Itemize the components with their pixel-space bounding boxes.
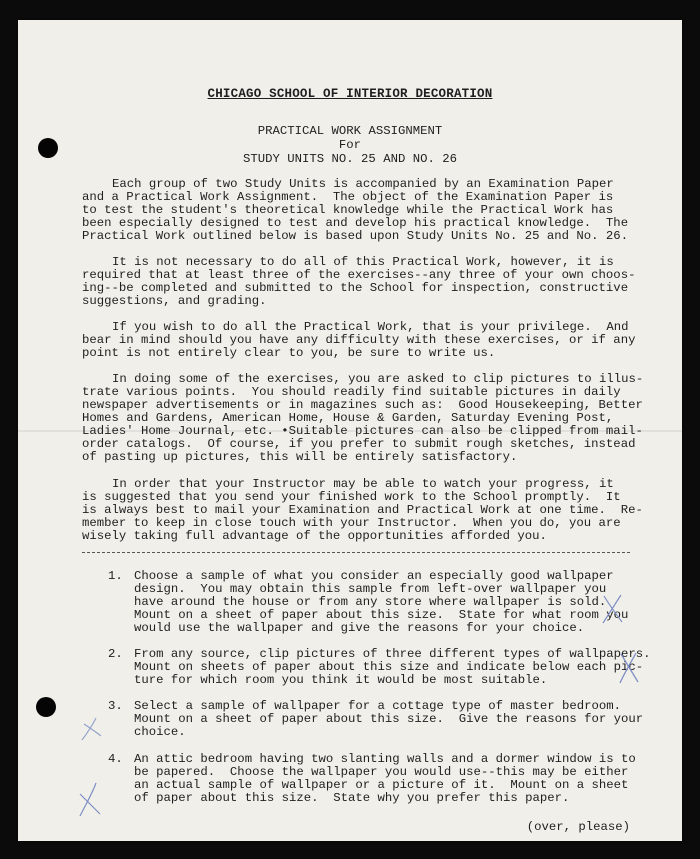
- school-name: CHICAGO SCHOOL OF INTERIOR DECORATION: [207, 87, 493, 101]
- paragraph-line: trate various points. You should readily find suitable pictures in daily: [82, 385, 621, 399]
- exercise-line: Mount on a sheet of paper about this size. State for what room you: [134, 608, 629, 622]
- continued-note: (over, please): [526, 820, 630, 834]
- paragraph-line: is always best to mail your Examination and Practical Work at one time. Re-: [82, 503, 643, 517]
- document-page: [18, 20, 682, 841]
- exercise-line: ture for which room you think it would be most suitable.: [134, 673, 548, 687]
- paragraph-line: In doing some of the exercises, you are asked to clip pictures to illus-: [112, 372, 644, 386]
- paragraph-line: Ladies' Home Journal, etc. •Suitable pictures can also be clipped from mail-: [82, 424, 643, 438]
- paragraph-line: bear in mind should you have any difficulty with these exercises, or if any: [82, 333, 636, 347]
- exercise-line: design. You may obtain this sample from left-over wallpaper you: [134, 582, 607, 596]
- paragraph-line: order catalogs. Of course, if you prefer to submit rough sketches, instead: [82, 437, 636, 451]
- section-divider: [82, 552, 630, 553]
- paragraph-line: been especially designed to test and develop his practical knowledge. The: [82, 216, 629, 230]
- paragraph-line: Practical Work outlined below is based upon Study Units No. 25 and No. 26.: [82, 229, 629, 243]
- paragraph-line: newspaper advertisements or in magazines such as: Good Housekeeping, Better: [82, 398, 643, 412]
- exercise-line: have around the house or from any store where wallpaper is sold.: [134, 595, 607, 609]
- paragraph-line: and a Practical Work Assignment. The object of the Examination Paper is: [82, 190, 614, 204]
- exercise-line: From any source, clip pictures of three different types of wallpapers.: [134, 647, 651, 661]
- exercise-line: Mount on a sheet of paper about this size. Give the reasons for your: [134, 712, 644, 726]
- paragraph-line: wisely taking full advantage of the opportunities afforded you.: [82, 529, 547, 543]
- paragraph-line: of pasting up pictures, this will be entirely satisfactory.: [82, 450, 518, 464]
- exercise-line: would use the wallpaper and give the reasons for your choice.: [134, 621, 585, 635]
- exercise-line: Choose a sample of what you consider an especially good wallpaper: [134, 569, 614, 583]
- paragraph-line: point is not entirely clear to you, be sure to write us.: [82, 346, 496, 360]
- exercise-line: Mount on sheets of paper about this size and indicate below each pic-: [134, 660, 644, 674]
- paragraph-line: Homes and Gardens, American Home, House & Garden, Saturday Evening Post,: [82, 411, 614, 425]
- paragraph-line: If you wish to do all the Practical Work, that is your privilege. And: [112, 320, 629, 334]
- paragraph-line: to test the student's theoretical knowledge while the Practical Work has: [82, 203, 614, 217]
- handwritten-x-mark-3: [76, 714, 104, 744]
- handwritten-x-mark-1: [600, 592, 626, 626]
- paragraph-line: ing--be completed and submitted to the School for inspection, constructive: [82, 281, 629, 295]
- handwritten-x-mark-2: [616, 650, 642, 686]
- exercise-line: choice.: [134, 725, 186, 739]
- exercise-line: of paper about this size. State why you prefer this paper.: [134, 791, 570, 805]
- paragraph-line: In order that your Instructor may be able to watch your progress, it: [112, 477, 614, 491]
- paragraph-line: required that at least three of the exercises--any three of your own choos-: [82, 268, 636, 282]
- paragraph-line: is suggested that you send your finished work to the School promptly. It: [82, 490, 621, 504]
- assignment-units: STUDY UNITS NO. 25 AND NO. 26: [242, 152, 457, 166]
- exercise-number: 2.: [108, 647, 123, 661]
- paragraph-line: Each group of two Study Units is accompanied by an Examination Paper: [112, 177, 614, 191]
- paragraph-line: suggestions, and grading.: [82, 294, 267, 308]
- exercise-number: 1.: [108, 569, 123, 583]
- exercise-number: 3.: [108, 699, 123, 713]
- paragraph-line: It is not necessary to do all of this Practical Work, however, it is: [112, 255, 614, 269]
- punch-hole-bottom: [36, 697, 56, 717]
- paragraph-line: member to keep in close touch with your Instructor. When you do, you are: [82, 516, 621, 530]
- handwritten-x-mark-4: [74, 780, 104, 820]
- exercise-number: 4.: [108, 752, 123, 766]
- assignment-title: PRACTICAL WORK ASSIGNMENT: [257, 124, 443, 138]
- exercise-line: be papered. Choose the wallpaper you would use--this may be either: [134, 765, 629, 779]
- assignment-title-for: For: [338, 138, 362, 152]
- exercise-line: Select a sample of wallpaper for a cottage type of master bedroom.: [134, 699, 622, 713]
- exercise-line: An attic bedroom having two slanting walls and a dormer window is to: [134, 752, 636, 766]
- exercise-line: an actual sample of wallpaper or a picture of it. Mount on a sheet: [134, 778, 629, 792]
